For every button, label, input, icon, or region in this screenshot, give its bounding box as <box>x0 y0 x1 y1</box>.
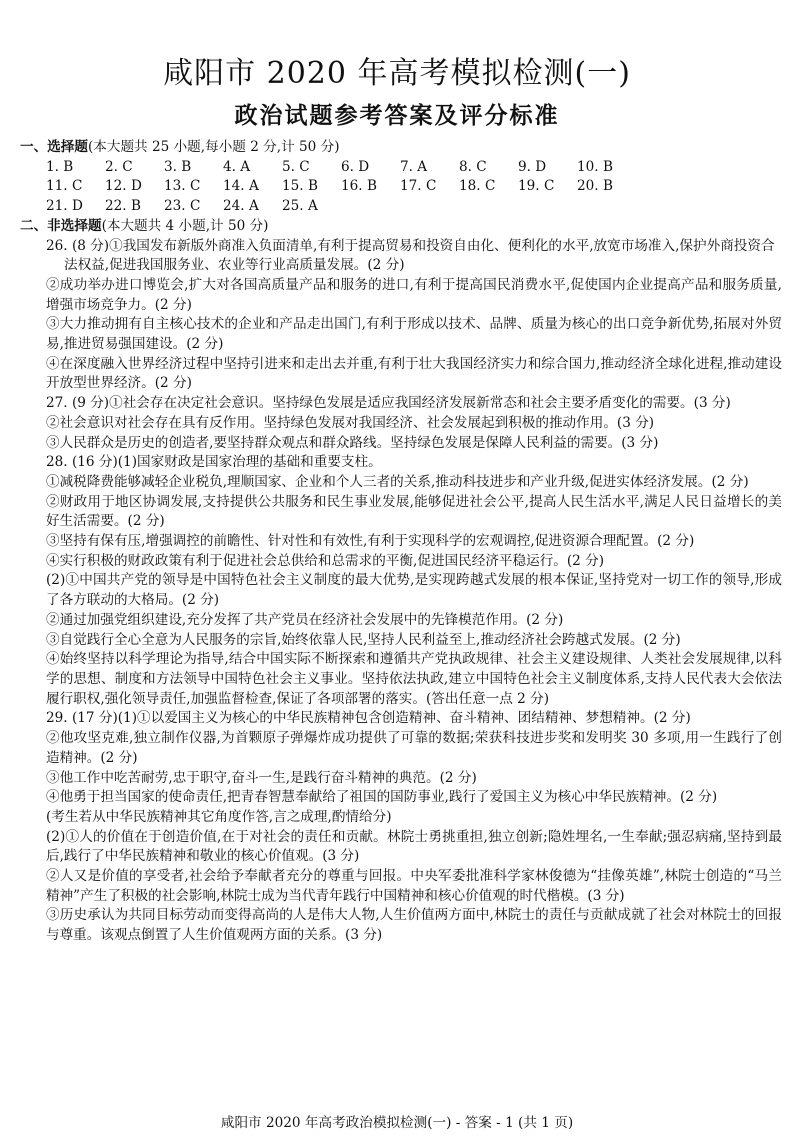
question-answer: 27. (9 分)①社会存在决定社会意识。坚持绿色发展是适应我国经济发展新常态和社会主要矛盾变化的需要。(3 分) <box>46 395 731 412</box>
answer-cell: 9. D <box>518 158 547 175</box>
section-note: (本大题共 4 小题,计 50 分) <box>101 217 269 234</box>
answer-cell: 25. A <box>282 198 318 215</box>
answer-cell: 19. C <box>518 178 555 195</box>
answer-point: ②财政用于地区协调发展,支持提供公共服务和民生事业发展,能够促进社会公平,提高人民生活水平,满足人民日益增长的美好生活需要。(2 分) <box>46 493 782 530</box>
section-heading-open <box>20 217 782 237</box>
answer-point: ③他工作中吃苦耐劳,忠于职守,奋斗一生,是践行奋斗精神的典范。(2 分) <box>46 769 477 786</box>
answer-row <box>22 158 782 178</box>
answer-point: ②他攻坚克难,独立制作仪器,为首颗原子弹爆炸成功提供了可靠的数据;荣获科技进步奖和发明奖 30 多项,用一生践行了创造精神。(2 分) <box>46 730 782 766</box>
answer-cell: 5. C <box>282 158 310 175</box>
answer-cell: 7. A <box>400 158 428 175</box>
answer-cell: 11. C <box>46 178 83 195</box>
answer-point: ②人又是价值的享受者,社会给予奉献者充分的尊重与回报。中央军委批准科学家林俊德为“挂像英雄”,林院士创造的“马兰精神”产生了积极的社会影响,林院士成为当代青年践行中国精神和核心价值观的时代楷模。(3 分) <box>46 868 782 904</box>
answer-point: ④在深度融入世界经济过程中坚持引进来和走出去并重,有利于壮大我国经济实力和综合国力,推动经济全球化进程,推动建设开放型世界经济。(2 分) <box>46 355 782 392</box>
answer-cell: 4. A <box>223 158 251 175</box>
answer-content <box>22 138 782 946</box>
answer-cell: 22. B <box>105 198 141 215</box>
answer-point: ②通过加强党组织建设,充分发挥了共产党员在经济社会发展中的先锋模范作用。(2 分) <box>46 611 564 628</box>
answer-point: ③人民群众是历史的创造者,要坚持群众观点和群众路线。坚持绿色发展是保障人民利益的需要。(3 分) <box>46 434 659 451</box>
answer-cell: 24. A <box>223 198 259 215</box>
answer-cell: 17. C <box>400 178 437 195</box>
answer-row <box>22 177 782 197</box>
answer-cell: 18. C <box>459 178 496 195</box>
answer-cell: 20. B <box>577 178 613 195</box>
answer-point: ②社会意识对社会存在具有反作用。坚持绿色发展对我国经济、社会发展起到积极的推动作用。(3 分) <box>46 414 655 431</box>
answer-point: ③大力推动拥有自主核心技术的企业和产品走出国门,有利于形成以技术、品牌、质量为核心的出口竞争新优势,拓展对外贸易,推进贸易强国建设。(2 分) <box>46 316 782 353</box>
answer-cell: 21. D <box>46 198 83 215</box>
answer-point: ②成功举办进口博览会,扩大对各国高质量产品和服务的进口,有利于提高国民消费水平,促使国内企业提高产品和服务质量,增强市场竞争力。(2 分) <box>46 276 782 313</box>
section-heading-choice <box>20 138 782 158</box>
answer-point: ④始终坚持以科学理论为指导,结合中国实际不断探索和遵循共产党执政规律、社会主义建设规律、人类社会发展规律,以科学的思想、制度和方法领导中国特色社会主义事业。坚持依法执政,建立中国特色社会主义制度体系,支持人民代表大会依法履行职权,强化领导责任,加强监督检查,保证了各项部署的落实。(答出任意一点 2 分) <box>46 651 782 707</box>
page-title: 咸阳市 2020 年高考模拟检测(一) <box>163 56 631 91</box>
answer-cell: 16. B <box>341 178 377 195</box>
answer-cell: 2. C <box>105 158 133 175</box>
answer-point: ③坚持有保有压,增强调控的前瞻性、针对性和有效性,有利于实现科学的宏观调控,促进资源合理配置。(2 分) <box>46 533 695 550</box>
answer-cell: 15. B <box>282 178 318 195</box>
answer-point: ④实行积极的财政政策有利于促进社会总供给和总需求的平衡,促进国民经济平稳运行。(2 分) <box>46 552 605 569</box>
answer-point: (考生若从中华民族精神其它角度作答,言之成理,酌情给分) <box>46 808 392 825</box>
multiple-choice-answers <box>22 158 782 217</box>
question-answer: 26. (8 分)①我国发布新版外商准入负面清单,有利于提高贸易和投资自由化、便利化的水平,放宽市场准入,保护外商投资合法权益,促进我国服务业、农业等行业高质量发展。(2 分) <box>46 237 775 274</box>
answer-row <box>22 197 782 217</box>
question-answer: 28. (16 分)(1)国家财政是国家治理的基础和重要支柱。 <box>46 454 382 471</box>
answer-point: ③自觉践行全心全意为人民服务的宗旨,始终依靠人民,坚持人民利益至上,推动经济社会跨越式发展。(2 分) <box>46 631 681 648</box>
answer-cell: 13. C <box>164 178 201 195</box>
section-note: (本大题共 25 小题,每小题 2 分,计 50 分) <box>87 139 340 155</box>
answer-cell: 1. B <box>46 158 74 175</box>
answer-cell: 14. A <box>223 178 259 195</box>
answer-cell: 8. C <box>459 158 487 175</box>
question-answer: 29. (17 分)(1)①以爱国主义为核心的中华民族精神包含创造精神、奋斗精神、团结精神、梦想精神。(2 分) <box>46 710 691 727</box>
answer-cell: 10. B <box>577 158 613 175</box>
open-question-answers <box>22 237 782 946</box>
answer-point: (2)①人的价值在于创造价值,在于对社会的责任和贡献。林院士勇挑重担,独立创新;隐姓埋名,一生奉献;强忍病痛,坚持到最后,践行了中华民族精神和敬业的核心价值观。(3 分) <box>46 828 782 865</box>
page-footer: 咸阳市 2020 年高考政治模拟检测(一) - 答案 - 1 (共 1 页) <box>220 1115 574 1131</box>
answer-cell: 23. C <box>164 198 201 215</box>
answer-point: ④他勇于担当国家的使命责任,把青春智慧奉献给了祖国的国防事业,践行了爱国主义为核心中华民族精神。(2 分) <box>46 789 718 806</box>
answer-cell: 3. B <box>164 158 192 175</box>
answer-cell: 6. D <box>341 158 370 175</box>
answer-cell: 12. D <box>105 178 142 195</box>
section-title: 一、选择题 <box>20 139 88 155</box>
answer-point: ①减税降费能够减轻企业税负,理顺国家、企业和个人三者的关系,推动科技进步和产业升级,促进实体经济发展。(2 分) <box>46 473 749 490</box>
page-subtitle: 政治试题参考答案及评分标准 <box>234 102 560 129</box>
answer-point: ③历史承认为共同目标劳动而变得高尚的人是伟大人物,人生价值两方面中,林院士的责任与贡献成就了社会对林院士的回报与尊重。该观点倒置了人生价值观两方面的关系。(3 分) <box>46 907 782 944</box>
answer-point: (2)①中国共产党的领导是中国特色社会主义制度的最大优势,是实现跨越式发展的根本保证,坚持党对一切工作的领导,形成了各方联动的大格局。(2 分) <box>46 572 782 609</box>
section-title: 二、非选择题 <box>20 217 102 234</box>
